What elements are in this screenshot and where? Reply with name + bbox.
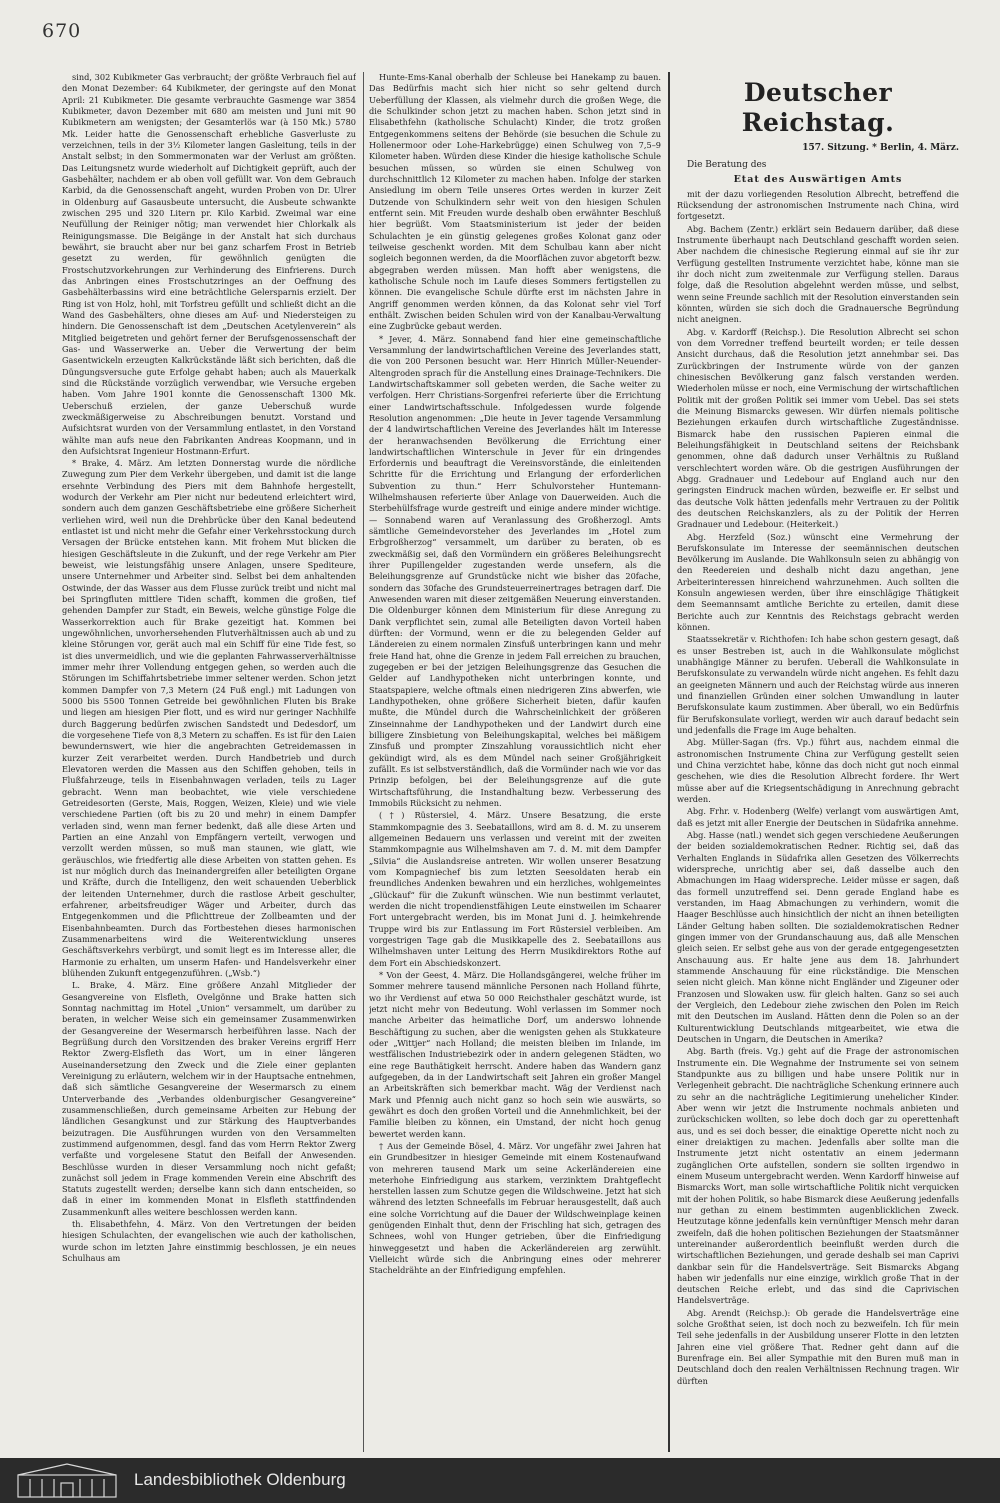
article-paragraph: * Jever, 4. März. Sonnabend fand hier eine gemeinschaftliche Versammlung der landwirtschaftlichen Vereine des Jeverlandes statt, die von 200 Personen besucht war. Herr Hinrich Müller-Neuender-Altengroden sprach für die Anstellung eines Drainage-Technikers. Die Landwirtschaftskammer soll gebeten werden, die Sache weiter zu verfolgen. Herr Christians-Sorgenfrei referierte über die Errichtung einer Landwirtschaftsschule. Infolgedessen wurde folgende Resolution angenommen: „Die heute in Jever tagende Versammlung der 4 landwirtschaftlichen Vereine des Jeverlandes hält im Interesse der heranwachsenden Bevölkerung die Errichtung einer landwirtschaftlichen Winterschule in Jever für ein dringendes Erfordernis und beauftragt die Vereinsvorstände, die einleitenden Schritte für die Errichtung und Erlangung der erforderlichen Subvention zu thun.“ Herr Schulvorsteher Huntemann-Wilhelmshausen referierte über Anlage von Dauerweiden. Auch die Sterbehülfsfrage wurde gestreift und einige andere minder wichtige. — Sonnabend waren auf Veranlassung des Großherzogl. Amts sämtliche Gemeindevorsteher des Jeverlandes im „Hotel zum Erbgroßherzog“ versammelt, um darüber zu beraten, ob es zweckmäßig sei, daß den Vormündern ein größeres Beleihungsrecht ihrer Pupillengelder zugestanden werde unsefern, als die Beleihungsgrenze auf Grundstücke nicht wie bisher das 20fache, sondern das 30fache des Grundsteuerreinertrages betragen darf. Die Anwesenden waren mit dieser zeitgemäßen Neuerung einverstanden. Die Oldenburger können dem Ministerium für diese Anregung zu Dank verpflichtet sein, zumal alle Beteiligten davon Vorteil haben dürften: der Vormund, wenn er die zu belegenden Gelder auf Ländereien zu einem normalen Zinsfuß unterbringen kann und mehr freie Hand hat, ohne die Grenze in jedem Fall erreichen zu brauchen, zugegeben er bei der jetzigen Beleihungsgrenze das Gesuchen die Gelder auf Landhypotheken nicht unterbringen konnte, und Staatspapiere, welche oftmals einen niedrigeren Zins abwerfen, wie Landhypotheken, ohne größere Sicherheit bieten, dafür kaufen mußte, die Mündel durch die Wahrscheinlichkeit der größeren Zinseinnahme der Landhypotheken und der Landwirt durch eine billigere Zinsbietung von Beleihungskapital, welches bei mäßigem Zinsfuß und prompter Zinszahlung voraussichtlich nicht eher gekündigt wird, als es dem Mündel nach seiner Großjährigkeit zufällt. Es ist selbstverständlich, daß die Vormünder nach wie vor das Prinzip befolgen, bei der Beleihungsgrenze auf die gute Wirtschaftsführung, die Instandhaltung bezw. Verbesserung des Immobils Rücksicht zu nehmen. <box>369 333 661 808</box>
article-paragraph: Abg. Herzfeld (Soz.) wünscht eine Vermehrung der Berufskonsulate im Interesse der seemännischen deutschen Bevölkerung im Auslande. Die Wahlkonsuln seien zu abhängig von den Reedereien und deshalb nicht dazu angethan, jene Arbeiterinteressen hinreichend wahrzunehmen. Auch sollten die Konsuln angewiesen werden, über ihre einschlägige Thätigkeit dem Seemannsamt amtliche Berichte zu erteilen, damit diese Berichte auch zur Kenntnis des Reichstags gebracht werden können. <box>677 531 959 633</box>
library-building-icon[interactable] <box>14 1461 120 1499</box>
article-paragraph: * Von der Geest, 4. März. Die Hollandsgängerei, welche früher im Sommer mehrere tausend männliche Personen nach Holland führte, wo ihr Verdienst auf etwa 50 000 Reichsthaler geschätzt wurde, ist jetzt nicht mehr von Bedeutung. Wohl verlassen im Sommer noch manche Arbeiter das heimatliche Dorf, um anderswo lohnende Beschäftigung zu suchen, aber die wenigsten gehen als Stukkateure oder „Wittjer“ nach Holland; die meisten bleiben im Inlande, im westfälischen Industriebezirk oder in andern gelegenen Städten, wo eine rege Bauthätigkeit herrscht. Andere haben das Wandern ganz aufgegeben, da in der Landwirtschaft seit Jahren ein großer Mangel an Arbeitskräften sich bemerkbar macht. Wäg der Verdienst nach Mark und Pfennig auch nicht ganz so hoch sein wie auswärts, so gewährt es doch den großen Vorteil und die Annehmlichkeit, bei der Familie bleiben zu können, ein Umstand, der nicht hoch genug bewertet werden kann. <box>369 969 661 1139</box>
article-paragraph: Abg. Bachem (Zentr.) erklärt sein Bedauern darüber, daß diese Instrumente überhaupt nach Deutschland geschafft worden seien. Aber nachdem die chinesische Regierung einmal auf sie ihr zur Verfügung gestellten Instrumente verzichtet habe, könne man sie ihr doch nicht zum zweitenmale zur Verfügung stellen. Daraus folge, daß die Resolution abgelehnt werden müsse, und selbst, wenn seine Freunde sachlich mit der Resolution einverstanden sein könnten, würden sie sich doch die Gradnauersche Begründung nicht aneignen. <box>677 223 959 325</box>
article-paragraph: * Brake, 4. März. Am letzten Donnerstag wurde die nördliche Zuwegung zum Pier dem Verkehr übergeben, und damit ist die lange ersehnte Verbindung des Piers mit dem Bahnhofe hergestellt, wodurch der Verkehr am Pier nicht nur bedeutend erleichtert wird, sondern auch dem ganzen Geschäftsbetriebe eine größere Sicherheit verliehen wird, weil nun die Drehbrücke über den Kanal bedeutend entlastet ist und nicht mehr die Gefahr einer Verkehrsstockung durch Versagen der Brücke entstehen kann. Mit frohem Mut blicken die hiesigen Geschäftsleute in die Zukunft, und der rege Verkehr am Pier beweist, wie leistungsfähig unsere Anlagen, unsere Spediteure, unsere Unternehmer und Arbeiter sind. Selbst bei dem anhaltenden Ostwinde, der das Wasser aus dem Flusse zurück treibt und nicht mal bei Springfluten mittlere Tiden schafft, kommen die großen, tief gehenden Dampfer zur Stadt, ein Beweis, welche günstige Folge die Wasserkorrektion auch für Brake gezeitigt hat. Kommen bei ungewöhnlichen, unvorhersehenden Flutverhältnissen auch ab und zu kleine Störungen vor, gerät auch mal ein Schiff für eine Tide fest, so ist dies unvermeidlich, und wie die geplanten Fahrwasserverhältnisse immer mehr ihrer Vollendung entgegen gehen, so werden auch die Störungen im Schiffahrtsbetriebe immer seltener werden. Schon jetzt kommen Dampfer von 7,3 Metern (24 Fuß engl.) mit Ladungen von 5000 bis 5500 Tonnen Getreide bei gewöhnlichen Fluten bis Brake und liegen am hiesigen Pier flott, und es wird nur geringer Nachhilfe durch Baggerung bedürfen zwischen Sandstedt und Dedesdorf, um die vorgesehene Tiefe von 8,3 Metern zu schaffen. Es ist für den Laien bewundernswert, wie hier die angebrachten Getreidemassen in kurzer Zeit verarbeitet werden. Durch Handbetrieb und durch Elevatoren werden die Massen aus den Schiffen gehoben, teils in Flußfahrzeuge, teils in Eisenbahnwagen verladen, teils zu Lager gebracht. Wenn man beobachtet, wie viele verschiedene Getreidesorten (Gerste, Mais, Roggen, Weizen, Kleie) und wie viele verschiedene Partien (oft bis zu 20 und mehr) in einem Dampfer verladen sind, wenn man ferner bedenkt, daß alle diese Arten und Partien an eine Anzahl von Empfängern verteilt, verwogen und verzollt werden müssen, so muß man staunen, wie glatt, wie geräuschlos, wie friedfertig alle diese Arbeiten von statten gehen. Es ist nur möglich durch das Ineinandergreifen aller beteiligten Organe und Kräfte, durch die Intelligenz, den weit schauenden Ueberblick der leitenden Unternehmer, durch die rastlose Arbeit geschulter, erfahrener, arbeitsfreudiger Wäger und Arbeiter, durch das Entgegenkommen und die Pflichttreue der Zollbeamten und der Eisenbahnbeamten. Durch das Fortbestehen dieses harmonischen Zusammenarbeitens wird die Weiterentwicklung unseres Geschäftsverkehrs verbürgt, und somit liegt es im Interesse aller, die Harmonie zu erhalten, um unserm Hafen- und Handelsverkehr einer blühenden Zukunft entgegenzuführen. („Wsb.“) <box>62 458 356 978</box>
column-divider <box>363 72 364 1452</box>
session-line <box>677 142 959 154</box>
article-paragraph: Abg. Frhr. v. Hodenberg (Welfe) verlangt vom auswärtigen Amt, daß es jetzt mit aller Energie der Deutschen in Südafrika annehme. <box>677 806 959 828</box>
article-paragraph: Abg. Barth (freis. Vg.) geht auf die Frage der astronomischen Instrumente ein. Die Wegnahme der Instrumente sei von seinem Standpunkte aus zu billigen und habe unsere Politik nur in Verlegenheit gebracht. Die nachträgliche Schenkung erinnere auch zu sehr an die nachträgliche Legitimierung unehelicher Kinder. Aber wenn wir jetzt die Instrumente nochmals anbieten und zurückschicken wollten, so lebe doch doch gar zu operettenhaft aus, und es sei doch besser, die einaktige Operette nicht noch zu einer dreiaktigen zu machen. Jedenfalls aber sollte man die Instrumente jetzt nicht ostentativ an einem jedermann zugänglichen Orte aufstellen, sondern sie sollten irgendwo in einem Museum untergebracht werden. Wenn Kardorff hinweise auf Bismarcks Wort, man solle wirtschaftliche Politik nicht verquicken mit der hohen Politik, so habe Bismarck diese Aeußerung jedenfalls nur gethan zu einem bestimmten augenblicklichen Zweck. Heutzutage könne jedenfalls kein vernünftiger Mensch mehr daran zweifeln, daß die hohen politischen Beziehungen der Staatsmänner untereinander außerordentlich beeinflußt werden durch die wirtschaftlichen Beziehungen, und gerade deshalb sei man Caprivi dankbar sein für die Handelsverträge. Seit Bismarcks Abgang haben wir jedenfalls nur eine einzige, wirklich große That in der deutschen Reiche erlebt, und das sind die Caprivischen Handelsverträge. <box>677 1046 959 1306</box>
agenda-subhead: Etat des Auswärtigen Amts <box>733 174 903 186</box>
article-paragraph: Staatssekretär v. Richthofen: Ich habe schon gestern gesagt, daß es unser Bestreben ist, auch in die Wahlkonsulate möglichst unabhängige Männer zu berufen. Ueberall die Wahlkonsulate in Berufskonsulate zu verwandeln würde nicht angehen. Es fehlt dazu an geeigneten Männern und auch der Reichstag würde aus inneren und finanziellen Gründen einer solchen Umwandlung in lauter Berufskonsulate kaum zustimmen. Aber überall, wo ein Bedürfnis für Berufskonsulate vorliegt, werden wir auch darauf bedacht sein und jedenfalls die Frage im Auge behalten. <box>677 634 959 736</box>
lead-line: Die Beratung des <box>687 160 767 170</box>
article-paragraph: sind, 302 Kubikmeter Gas verbraucht; der größte Verbrauch fiel auf den Monat Dezember: 64 Kubikmeter, der geringste auf den Monat April: 21 Kubikmeter. Die gesamte verbrauchte Gasmenge war 3854 Kubikmeter, davon Dezember mit 680 am meisten und Juni mit 90 Kubikmetern am wenigsten; der Gesamterlös war (à 150 Mk.) 5780 Mk. Leider hatte die Genossenschaft erhebliche Gasverluste zu verzeichnen, teils in der 3½ Kilometer langen Gasleitung, teils in der Anstalt selbst; in den Sommermonaten war der Verlust am größten. Das Leitungsnetz wurde wiederholt auf Dichtigkeit geprüft, auch der Gasbehälter, nachdem er ab oben voll gefüllt war. Von dem Gebrauch Karbid, da die Genossenschaft angeht, wurden Proben von Dr. Ulrer in Oldenburg auf Gasausbeute untersucht, die Ausbeute schwankte zwischen 295 und 320 Litern pr. Kilo Karbid. Zweimal war eine Neufüllung der Reiniger nötig; man verwendet hier Chlorkalk als Reinigungsmasse. Die Beigänge in der Anstalt hat sich durchaus bewährt, sie braucht aber nur bei ganz scharfem Frost in Betrieb gesetzt zu werden, für gewöhnlich genügten die Frostschutzvorkehrungen zur Verhinderung des Einfrierens. Durch das Anbringen eines Frostschutzringes an der Oeffnung des Gasbehälterbassins wird eine beträchtliche Gelersparnis erzielt. Der Ring ist von Holz, hohl, mit Torfstreu gefüllt und schließt dicht an die Wand des Gasbehälters, ohne dieses am Auf- und Niedersteigen zu hindern. Die Genossenschaft ist dem „Deutschen Acetylenverein“ als Mitglied beigetreten und gehört ferner der Berufsgenossenschaft der Gas- und Wasserwerke an. Ueber die Verwertung der beim Gasentwickeln erzeugten Kalkrückstände läßt sich berichten, daß die Düngungsversuche gute Erfolge gehabt haben; auch als Mauerkalk sind die Rückstände vorzüglich verwendbar, wie Versuche ergeben haben. Vom Jahre 1901 konnte die Genossenschaft 1300 Mk. Ueberschuß erzielen, der ganze Ueberschuß wurde zweckmäßigerweise zu Abschreibungen benutzt. Vorstand und Aufsichtsrat wurden von der Versammlung entlastet, in den Vorstand wählte man aufs neue den Fabrikanten Andreas Koopmann, und in den Aufsichtsrat Ingenieur Hostmann-Erfurt. <box>62 72 356 456</box>
article-paragraph: mit der dazu vorliegenden Resolution Albrecht, betreffend die Rücksendung der astronomischen Instrumente nach China, wird fortgesetzt. <box>677 188 959 222</box>
library-name[interactable]: Landesbibliothek Oldenburg <box>134 1470 346 1489</box>
article-paragraph: (†) Rüstersiel, 4. März. Unsere Besatzung, die erste Stammkompagnie des 3. Seebataillons, wird am 8. d. M. zu unserem allgemeinen Bedauern uns verlassen und vereint mit der zweiten Stammkompagnie aus Wilhelmshaven am 7. d. M. mit dem Dampfer „Silvia“ die Auslandsreise antreten. Wir wollen unserer Besatzung vom Kompagniechef bis zum letzten Seesoldaten herab ein freundliches Andenken bewahren und ein herzliches, wohlgemeintes „Glückauf“ für die Zukunft wünschen. Wie nun bestimmt verlautet, werden die nicht tropendienstfähigen Leute einstweilen im Schaarer Fort untergebracht werden, bis im Monat Juni d. J. heimkehrende Truppe wird bis zur Entlassung im Fort Rüstersiel verbleiben. Am vorgestrigen Tage gab die Musikkapelle des 2. Seebataillons aus Wilhelmshaven unter Leitung des Herrn Musikdirektors Rothe auf dem Fort ein Abschiedskonzert. <box>369 810 661 968</box>
column-divider <box>668 72 670 1452</box>
article-paragraph: Hunte-Ems-Kanal oberhalb der Schleuse bei Hanekamp zu bauen. Das Bedürfnis macht sich hier nicht so sehr geltend durch Ueberfüllung der Klassen, als vielmehr durch die großen Wege, die die Schulkinder schon jetzt zu machen haben. Schon jetzt sind in Elisabethfehn (katholische Schulacht) Kinder, die trotz großen Entgegenkommens seitens der Behörde (sie besuchen die Schule zu Hollenermoor oder Lohe-Harkebrügge) einen Schulweg von 7,5–9 Kilometer haben. Würden diese Kinder die hiesige katholische Schule besuchen müssen, so würden sie einen Schulweg von durchschnittlich 12 Kilometer zu machen haben. Infolge der starken Ansiedlung im obern Teile unseres Ortes werden in kurzer Zeit Dutzende von Schulkindern sehr weit von den hiesigen Schulen entfernt sein. Mit Freuden wurde deshalb oben erwähnter Beschluß hier begrüßt. Vom Staatsministerium ist jeder der beiden Schulachten je ein günstig gelegenes großes Kolonat ganz oder teilweise geschenkt worden. Mit dem Schulbau kann aber nicht sogleich begonnen werden, da die Moorflächen zuvor abgetorft bezw. abgegraben werden müssen. Man hofft aber wenigstens, die katholische Schule noch im Laufe dieses Sommers fertigstellen zu können. Die evangelische Schule dürfte erst im nächsten Jahre in Angriff genommen werden können, da das Kolonat sehr viel Torf enthält. Zwischen beiden Schulen wird von der Kanalbau-Verwaltung eine Zugbrücke gebaut werden. <box>369 72 661 332</box>
session-number: 157. Sitzung. <box>802 143 869 153</box>
middle-column <box>369 72 661 1457</box>
article-paragraph: Abg. Hasse (natl.) wendet sich gegen verschiedene Aeußerungen der beiden sozialdemokratischen Redner. Richtig sei, daß das Verhalten Englands in Südafrika allen Gesetzen des Völkerrechts widerspreche, unrichtig aber sei, daß dasselbe auch den Abmachungen im Haag widerspreche. Leider müsse er sagen, daß das formell unzutreffend sei. Denn gerade England habe es verstanden, im Haag Abmachungen zu verhindern, womit die Haager Beschlüsse auch hinsichtlich der nicht an ihnen beteiligten Länder Geltung haben sollten. Die sozialdemokratischen Redner gingen immer von der Grundanschauung aus, daß alle Menschen gleich seien. Er selbst gehe aus von der gerade entgegengesetzten Anschauung aus. Er halte jene aus dem 18. Jahrhundert stammende Anschauung für eine rückständige. Die Menschen seien nicht gleich. Man könne nicht Engländer und Zigeuner oder Franzosen und Slowaken usw. für gleich halten. Ganz so sei auch der Vergleich, den Ledebour ziehe zwischen den Polen im Reich mit den Deutschen im Ausland. Hätten denn die Polen so an der Kulturentwicklung Deutschlands mitgearbeitet, wie etwa die Deutschen in Ungarn, die Deutschen in Amerika? <box>677 830 959 1044</box>
article-paragraph: Abg. Müller-Sagan (frs. Vp.) führt aus, nachdem einmal die astronomischen Instrumente China zur Verfügung gestellt seien und China verzichtet habe, könne das doch nicht gut noch einmal geschehen, wie dies die Resolution Albrecht fordere. Ihr Wert müsse aber auf die Kriegsentschädigung in Anrechnung gebracht werden. <box>677 737 959 805</box>
article-paragraph: Abg. Arendt (Reichsp.): Ob gerade die Handelsverträge eine solche Großthat seien, ist doch noch zu bezweifeln. Ich für mein Teil sehe jedenfalls in der Ausbildung unserer Flotte in den letzten Jahren eine viel größere That. Redner geht dann auf die Burenfrage ein. Bei aller Sympathie mit den Buren muß man in Deutschland doch den realen Verhältnissen Rechnung tragen. Wir dürften <box>677 1307 959 1386</box>
article-paragraph: th. Elisabethfehn, 4. März. Von den Vertretungen der beiden hiesigen Schulachten, der evangelischen wie auch der katholischen, wurde schon im letzten Jahre einstimmig beschlossen, je ein neues Schulhaus am <box>62 1219 356 1264</box>
right-column <box>677 72 959 1457</box>
article-paragraph: † Aus der Gemeinde Bösel, 4. März. Vor ungefähr zwei Jahren hat ein Grundbesitzer in hiesiger Gemeinde mit einem Kostenaufwand von mehreren tausend Mark um seine Ackerländereien eine meterhohe Einfriedigung aus starkem, verzinktem Drahtgeflecht herstellen lassen zum Schutze gegen die Wildschweine. Jetzt hat sich während des letzten Schneefalls im Februar herausgestellt, daß auch eine solche Vorrichtung auf die Dauer der Wildschweinplage keinen genügenden Einhalt thut, denn der Frischling hat sich, getragen des Schnees, wohl von Hunger getrieben, über die Einfriedigung hinweggesetzt und haben die Ackerländereien arg zerwühlt. Vielleicht würde sich die Anbringung eines oder mehrerer Stacheldrähte an der Einfriedigung empfehlen. <box>369 1140 661 1276</box>
section-masthead: Deutscher Reichstag. <box>741 78 895 137</box>
page-number: 670 <box>42 20 82 42</box>
left-column <box>62 72 356 1457</box>
article-paragraph: Abg. v. Kardorff (Reichsp.). Die Resolution Albrecht sei schon von dem Vorredner treffend beurteilt worden; er teile dessen Ansicht durchaus, daß die Resolution jetzt annehmbar sei. Das Zurückbringen der Instrumente würde von der ganzen chinesischen Bevölkerung ganz falsch verstanden werden. Wiederholen müsse er noch, eine Vermischung der wirtschaftlichen Politik mit der großen Politik sei immer vom Uebel. Das sei stets die Meinung Bismarcks gewesen. Wir dürfen niemals politische Beziehungen erkaufen durch wirtschaftliche Zugeständnisse. Bismarck habe den russischen Papieren einmal die Beleihungsfähigkeit in Deutschland seitens der Reichsbank genommen, ohne daß dadurch unser Verhältnis zu Rußland verschlechtert worden wäre. Ob die gestrigen Ausführungen der Abgg. Gradnauer und Ledebour auf England auch nur den geringsten Eindruck machen würden, bezweifle er. Er selbst und das deutsche Volk hätten jedenfalls mehr Vertrauen zu der Politik des deutschen Reichskanzlers, als zu der Politik der Herren Gradnauer und Ledebour. (Heiterkeit.) <box>677 326 959 530</box>
article-paragraph: L. Brake, 4. März. Eine größere Anzahl Mitglieder der Gesangvereine von Elsfleth, Ovelgönne und Brake hatten sich Sonntag nachmittag im Hotel „Union“ versammelt, um darüber zu beraten, in welcher Weise sich ein gemeinsamer Zusammenwirken der Gesangvereine der Wesermarsch herbeiführen lasse. Nach der Begrüßung durch den Vorsitzenden des braker Vereins ergriff Herr Rektor Zwerg-Elsfleth das Wort, um in einer längeren Auseinandersetzung den Zweck und die Ziele einer geplanten Vereinigung zu erläutern, welchem wir in der Hauptsache entnehmen, daß sich sämtliche Gesangvereine der Wesermarsch zu einem Unterverbande des „Verbandes oldenburgischer Gesangvereine“ zusammenschließen, durch gemeinsame Arbeiten zur Hebung der ländlichen Gesangkunst und zur Stärkung des Hauptverbandes beizutragen. Die Ausführungen wurden von den Versammelten zustimmend aufgenommen, desgl. fand das vom Herrn Rektor Zwerg verfaßte und vorgelesene Statut den Beifall der Anwesenden. Beschlüsse wurden in dieser Versammlung noch nicht gefaßt; zunächst soll jedem in Frage kommenden Verein eine Abschrift des Statuts zugestellt werden; derselbe kann sich dann entscheiden, so daß in einer im kommenden Monat in Elsfleth stattfindenden Zusammenkunft alles weitere beschlossen werden kann. <box>62 980 356 1217</box>
dateline: * Berlin, 4. März. <box>872 143 959 153</box>
